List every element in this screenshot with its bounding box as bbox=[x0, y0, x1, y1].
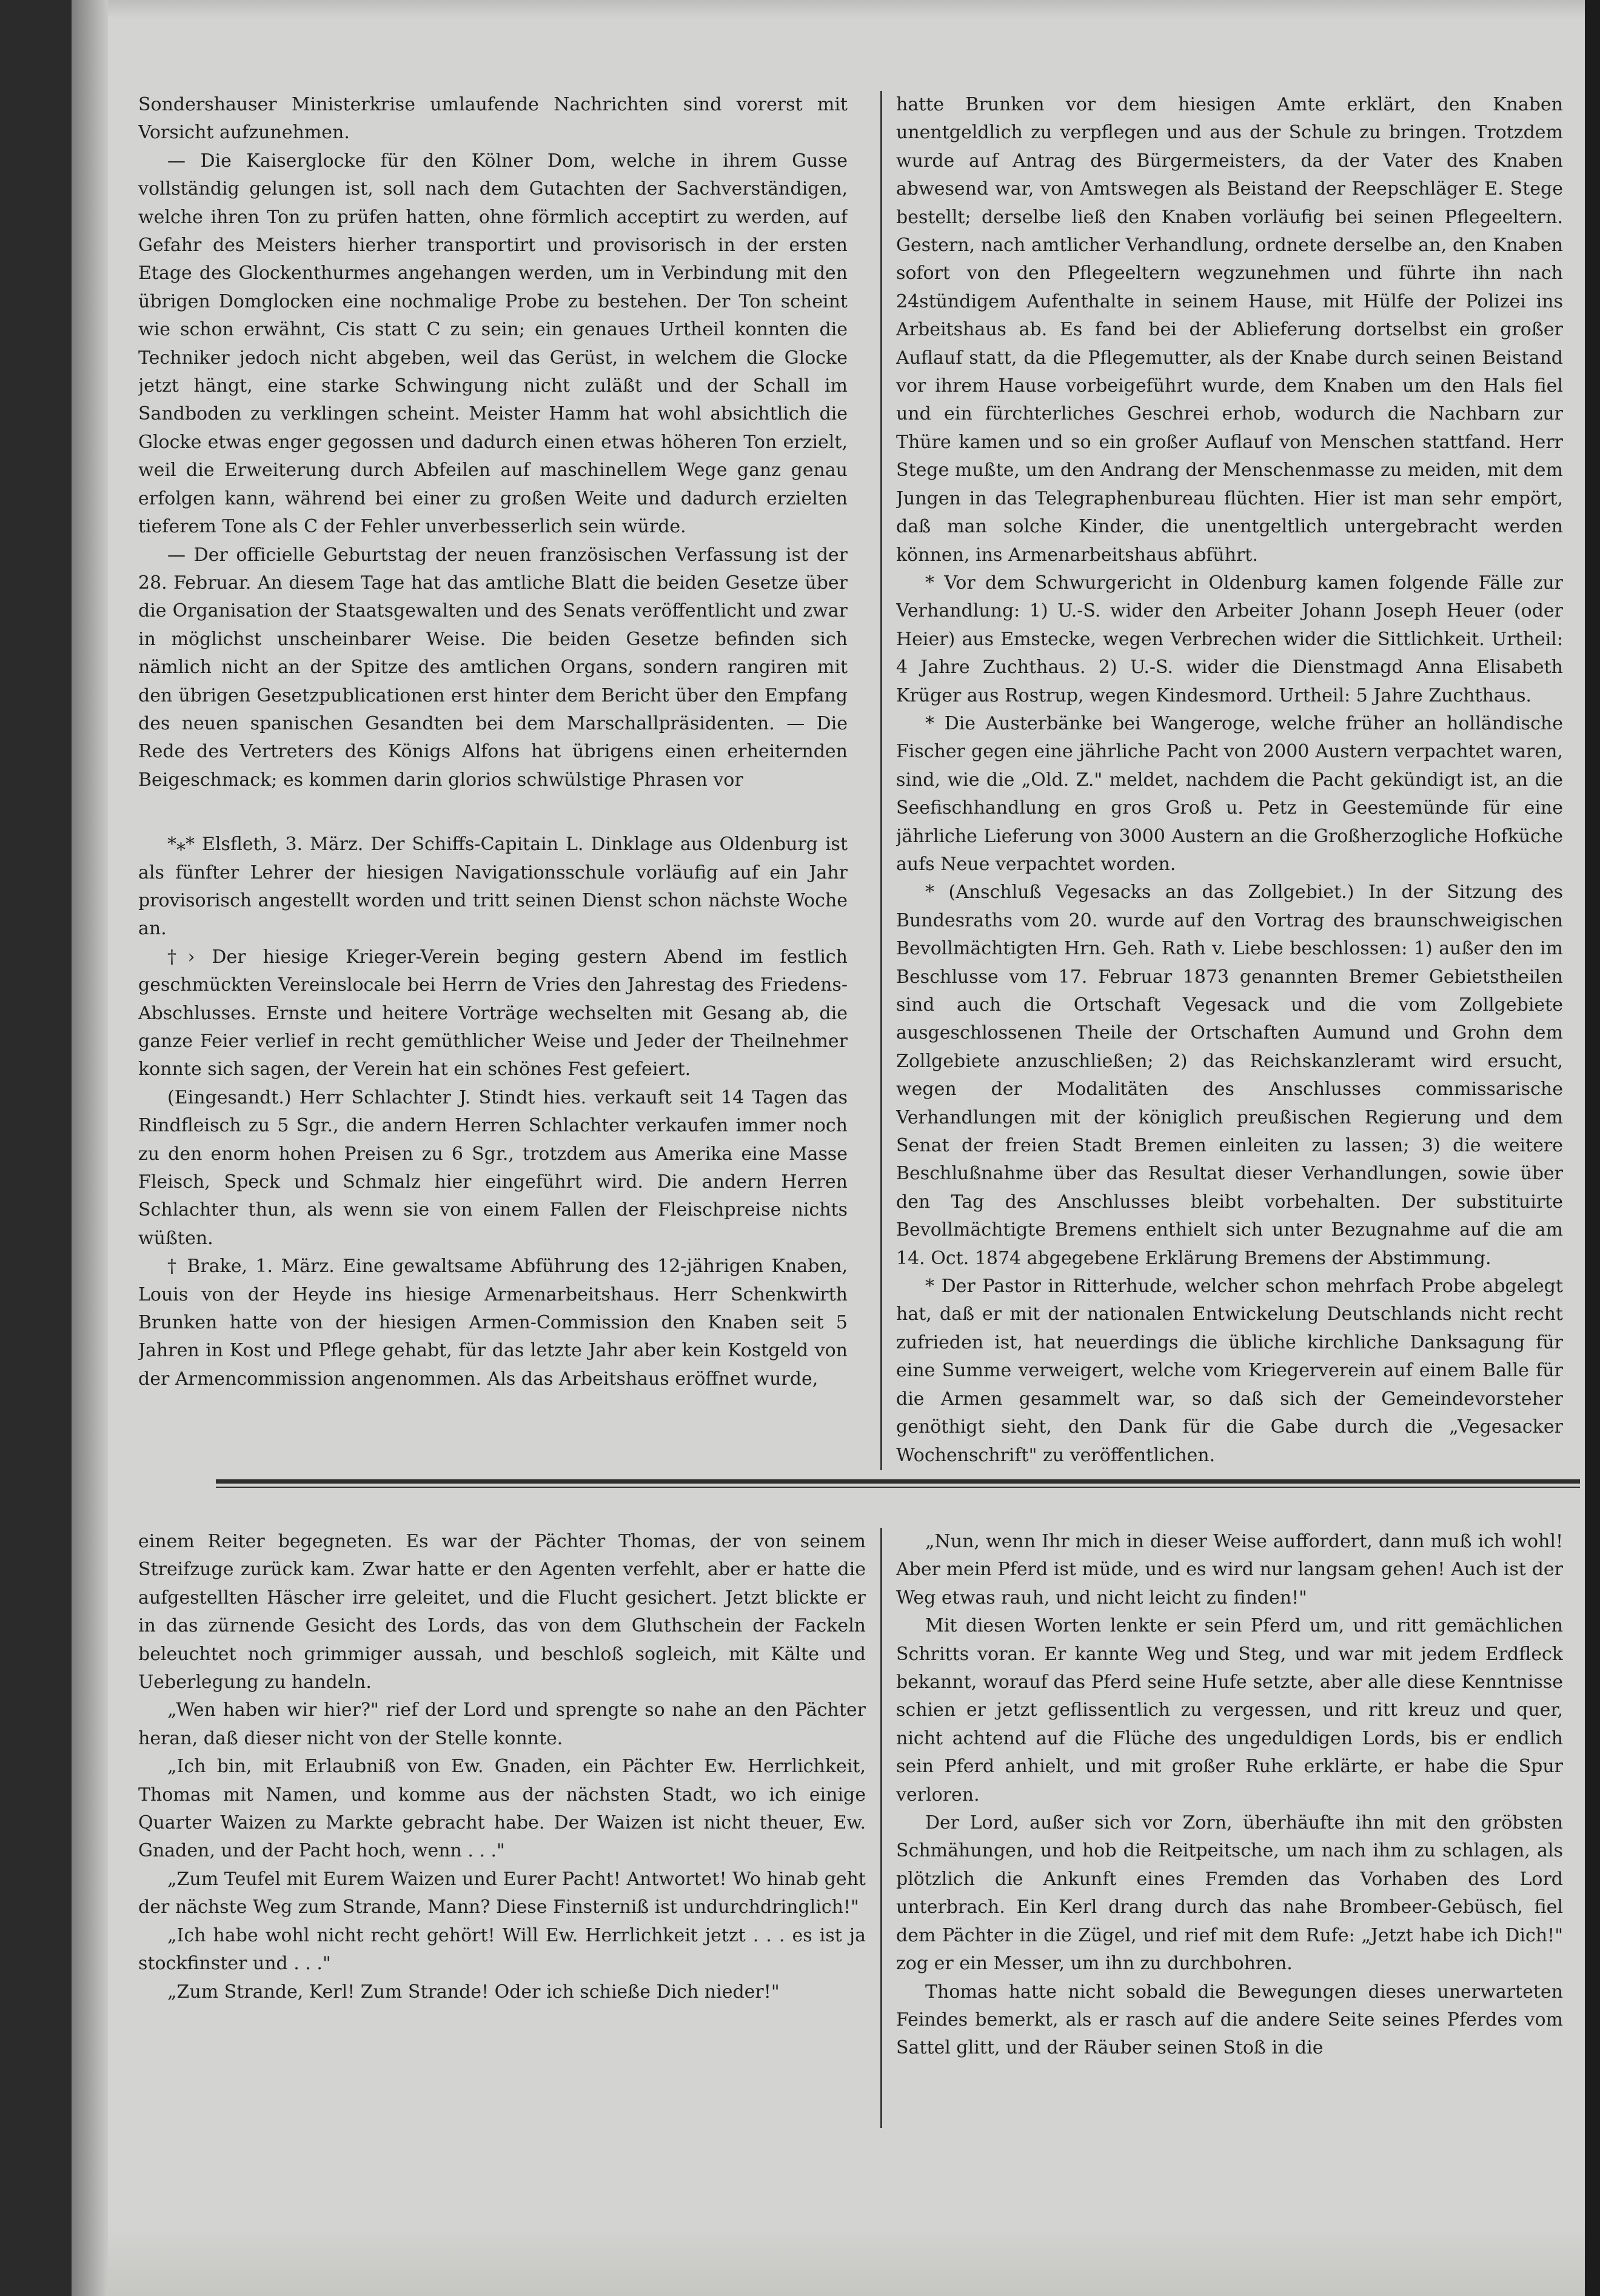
paragraph: Mit diesen Worten lenkte er sein Pferd um, und ritt gemächlichen Schritts voran. Er kannte Weg und Steg, und war mit jedem Erdfleck bekannt, worauf das Pferd seine Hufe setzte, aber alle diese Kenntnisse schien er jetzt geflissentlich zu vergessen, und ritt kreuz und quer, nicht achtend auf die Flüche des ungeduldigen Lords, bis er endlich sein Pferd anhielt, und mit großer Ruhe erklärte, er habe die Spur verloren. bbox=[896, 1615, 1563, 1806]
paragraph: „Nun, wenn Ihr mich in dieser Weise auffordert, dann muß ich wohl! Aber mein Pferd ist müde, und es wird nur langsam gehen! Auch ist der Weg etwas rauh, und nicht leicht zu finden!" bbox=[896, 1531, 1563, 1608]
paragraph: *⁎* Elsfleth, 3. März. Der Schiffs-Capitain L. Dinklage aus Oldenburg ist als fünfter Lehrer der hiesigen Navigationsschule vorläufig auf ein Jahr provisorisch angestellt worden und tritt seinen Dienst schon nächste Woche an. bbox=[138, 834, 848, 940]
paragraph: * Vor dem Schwurgericht in Oldenburg kamen folgende Fälle zur Verhandlung: 1) U.-S. wider den Arbeiter Johann Joseph Heuer (oder Heier) aus Emstecke, wegen Verbrechen wider die Sittlichkeit. Urtheil: 4 Jahre Zuchthaus. 2) U.-S. wider die Dienstmagd Anna Elisabeth Krüger aus Rostrup, wegen Kindesmord. Urtheil: 5 Jahre Zuchthaus. bbox=[896, 572, 1563, 706]
paragraph: †› Der hiesige Krieger-Verein beging gestern Abend im festlich geschmückten Vereinslocale bei Herrn de Vries den Jahrestag des Friedens-Abschlusses. Ernste und heitere Vorträge wechselten mit Gesang ab, die ganze Feier verlief in recht gemüthlicher Weise und Jeder der Theilnehmer konnte sich sagen, der Verein hat ein schönes Fest gefeiert. bbox=[138, 946, 848, 1080]
scan-right-edge bbox=[1585, 0, 1600, 2296]
paragraph: Sondershauser Ministerkrise umlaufende Nachrichten sind vorerst mit Vorsicht aufzunehmen. bbox=[138, 94, 848, 144]
news-column-right bbox=[896, 91, 1563, 1467]
feuilleton-column-left bbox=[138, 1528, 866, 2134]
column-divider bbox=[880, 91, 882, 1470]
paragraph: hatte Brunken vor dem hiesigen Amte erklärt, den Knaben unentgeldlich zu verpflegen und aus der Schule zu bringen. Trotzdem wurde auf Antrag des Bürgermeisters, da der Vater des Knaben abwesend war, von Amtswegen als Beistand der Reepschläger E. Stege bestellt; derselbe ließ den Knaben vorläufig bei seinen Pflegeeltern. Gestern, nach amtlicher Verhandlung, ordnete derselbe an, den Knaben sofort von den Pflegeeltern wegzunehmen und führte ihn nach 24stündigem Aufenthalte in seinem Hause, mit Hülfe der Polizei ins Arbeitshaus ab. Es fand bei der Ablieferung dortselbst ein großer Auflauf statt, da die Pflegemutter, als der Knabe durch seinen Beistand vor ihrem Hause vorbeigeführt wurde, dem Knaben um den Hals fiel und ein fürchterliches Geschrei erhob, wodurch die Nachbarn zur Thüre kamen und so ein großer Auflauf von Menschen stattfand. Herr Stege mußte, um den Andrang der Menschenmasse zu meiden, mit dem Jungen in das Telegraphenbureau flüchten. Hier ist man sehr empört, daß man solche Kinder, die unentgeltlich untergebracht werden können, ins Armenarbeitshaus abführt. bbox=[896, 94, 1563, 566]
binding-shadow bbox=[72, 0, 108, 2296]
feuilleton-separator-thin bbox=[216, 1487, 1580, 1488]
paragraph: „Zum Strande, Kerl! Zum Strande! Oder ich schieße Dich nieder!" bbox=[167, 1981, 780, 2003]
paragraph: Thomas hatte nicht sobald die Bewegungen dieses unerwarteten Feindes bemerkt, als er rasch auf die andere Seite seines Pferdes vom Sattel glitt, und der Räuber seinen Stoß in die bbox=[896, 1981, 1563, 2059]
paragraph: * Der Pastor in Ritterhude, welcher schon mehrfach Probe abgelegt hat, daß er mit der nationalen Entwickelung Deutschlands nicht recht zufrieden ist, hat neuerdings die übliche kirchliche Danksagung für eine Summe verweigert, welche vom Kriegerverein auf einem Balle für die Armen gesammelt war, so daß sich der Gemeindevorsteher genöthigt sieht, den Dank für die Gabe durch die „Vegesacker Wochenschrift" zu veröffentlichen. bbox=[896, 1276, 1563, 1466]
page-top-edge bbox=[108, 0, 1585, 18]
paragraph: „Ich habe wohl nicht recht gehört! Will Ew. Herrlichkeit jetzt . . . es ist ja stockfinster und . . ." bbox=[138, 1924, 866, 1975]
paragraph: — Der officielle Geburtstag der neuen französischen Verfassung ist der 28. Februar. An diesem Tage hat das amtliche Blatt die beiden Gesetze über die Organisation der Staatsgewalten und des Senats veröffentlicht und zwar in möglichst unscheinbarer Weise. Die beiden Gesetze befinden sich nämlich nicht an der Spitze des amtlichen Organs, sondern rangiren mit den übrigen Gesetzpublicationen erst hinter dem Bericht über den Empfang des neuen spanischen Gesandten bei dem Marschallpräsidenten. — Die Rede des Vertreters des Königs Alfons hat übrigens einen erheiternden Beigeschmack; es kommen darin glorios schwülstige Phrasen vor bbox=[138, 544, 848, 791]
feuilleton-column-right bbox=[896, 1528, 1563, 2134]
paragraph: — Die Kaiserglocke für den Kölner Dom, welche in ihrem Gusse vollständig gelungen ist, soll nach dem Gutachten der Sachverständigen, welche ihren Ton zu prüfen hatten, ohne förmlich acceptirt zu werden, auf Gefahr des Meisters hierher transportirt und provisorisch in der ersten Etage des Glockenthurmes angehangen werden, um in Verbindung mit den übrigen Domglocken eine nochmalige Probe zu bestehen. Der Ton scheint wie schon erwähnt, Cis statt C zu sein; ein genaues Urtheil konnten die Techniker jedoch nicht abgeben, weil das Gerüst, in welchem die Glocke jetzt hängt, eine starke Schwingung nicht zuläßt und der Schall im Sandboden zu verklingen scheint. Meister Hamm hat wohl absichtlich die Glocke etwas enger gegossen und dadurch einen etwas höheren Ton erzielt, weil die Erweiterung durch Abfeilen auf maschinellem Wege ganz genau erfolgen kann, während bei einer zu großen Weite und dadurch erzielten tieferem Tone als C der Fehler unverbesserlich sein würde. bbox=[138, 150, 848, 538]
paragraph: Der Lord, außer sich vor Zorn, überhäufte ihn mit den gröbsten Schmähungen, und hob die Reitpeitsche, um nach ihm zu schlagen, als plötzlich die Ankunft eines Fremden das Vorhaben des Lord unterbrach. Ein Kerl drang durch das nahe Brombeer-Gebüsch, fiel dem Pächter in die Zügel, und rief mit dem Rufe: „Jetzt habe ich Dich!" zog er ein Messer, um ihn zu durchbohren. bbox=[896, 1812, 1563, 1975]
news-column-left bbox=[138, 91, 848, 1467]
paragraph: einem Reiter begegneten. Es war der Pächter Thomas, der von seinem Streifzuge zurück kam. Zwar hatte er den Agenten verfehlt, aber er hatte die aufgestellten Häscher irre geleitet, und die Flucht gesichert. Jetzt blickte er in das zürnende Gesicht des Lords, das von dem Gluthschein der Fackeln beleuchtet noch grimmiger aussah, und beschloß sogleich, mit Kälte und Ueberlegung zu handeln. bbox=[138, 1531, 866, 1693]
paragraph: † Brake, 1. März. Eine gewaltsame Abführung des 12-jährigen Knaben, Louis von der Heyde ins hiesige Armenarbeitshaus. Herr Schenkwirth Brunken hatte von der hiesigen Armen-Commission den Knaben seit 5 Jahren in Kost und Pflege gehabt, für das letzte Jahr aber kein Kostgeld von der Armencommission angenommen. Als das Arbeitshaus eröffnet wurde, bbox=[138, 1256, 848, 1390]
paragraph: „Wen haben wir hier?" rief der Lord und sprengte so nahe an den Pächter heran, daß dieser nicht von der Stelle konnte. bbox=[138, 1699, 866, 1749]
paragraph: * Die Austerbänke bei Wangeroge, welche früher an holländische Fischer gegen eine jährliche Pacht von 2000 Austern verpachtet waren, sind, wie die „Old. Z." meldet, nachdem die Pacht gekündigt ist, an die Seefischhandlung en gros Groß u. Petz in Geestemünde für eine jährliche Lieferung von 3000 Austern an die Großherzogliche Hofküche aufs Neue verpachtet worden. bbox=[896, 712, 1563, 875]
newspaper-page bbox=[72, 0, 1585, 2296]
paragraph: * (Anschluß Vegesacks an das Zollgebiet.) In der Sitzung des Bundesraths vom 20. wurde auf den Vortrag des braunschweigischen Bevollmächtigten Hrn. Geh. Rath v. Liebe beschlossen: 1) außer den im Beschlusse vom 17. Februar 1873 genannten Bremer Gebietstheilen sind auch die Ortschaft Vegesack und die vom Zollgebiete ausgeschlossenen Theile der Ortschaften Aumund und Grohn dem Zollgebiete anzuschließen; 2) das Reichskanzleramt wird ersucht, wegen der Modalitäten des Anschlusses commissarische Verhandlungen mit der königlich preußischen Regierung und dem Senat der freien Stadt Bremen einleiten zu lassen; 3) die weitere Beschlußnahme über das Resultat dieser Verhandlungen, sowie über den Tag des Anschlusses bleibt vorbehalten. Der substituirte Bevollmächtigte Bremens enthielt sich unter Bezugnahme auf die am 14. Oct. 1874 abgegebene Erklärung Bremens der Abstimmung. bbox=[896, 882, 1563, 1269]
feuilleton-separator bbox=[216, 1479, 1580, 1484]
column-divider bbox=[880, 1528, 882, 2128]
page-bottom-tone bbox=[108, 2223, 1585, 2296]
paragraph: „Zum Teufel mit Eurem Waizen und Eurer Pacht! Antwortet! Wo hinab geht der nächste Weg zum Strande, Mann? Diese Finsterniß ist undurchdringlich!" bbox=[138, 1868, 866, 1918]
paragraph: (Eingesandt.) Herr Schlachter J. Stindt hies. verkauft seit 14 Tagen das Rindfleisch zu 5 Sgr., die andern Herren Schlachter verkaufen immer noch zu den enorm hohen Preisen zu 6 Sgr., trotzdem aus Amerika eine Masse Fleisch, Speck und Schmalz hier eingeführt wird. Die andern Herren Schlachter thun, als wenn sie von einem Fallen der Fleischpreise nichts wüßten. bbox=[138, 1086, 848, 1249]
paragraph: „Ich bin, mit Erlaubniß von Ew. Gnaden, ein Pächter Ew. Herrlichkeit, Thomas mit Namen, und komme aus der nächsten Stadt, wo ich einige Quarter Waizen zu Markte gebracht habe. Der Waizen ist nicht theuer, Ew. Gnaden, und der Pacht hoch, wenn . . ." bbox=[138, 1756, 866, 1862]
